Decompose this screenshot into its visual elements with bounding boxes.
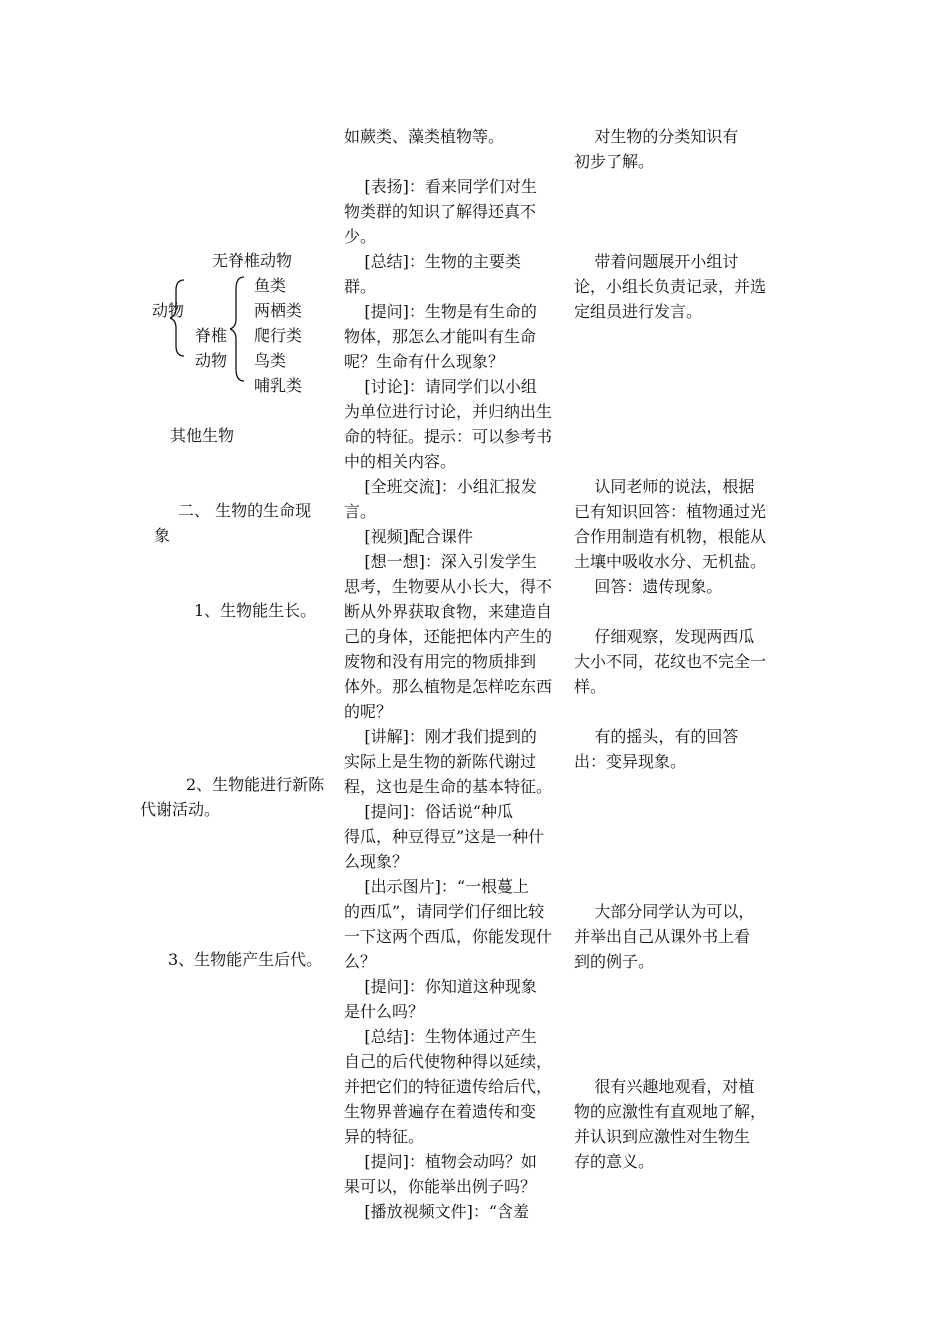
text-line: 的西瓜”，请同学们仔细比较 <box>344 902 545 921</box>
invertebrate-label: 无脊椎动物 <box>212 251 293 270</box>
text-line: 群。 <box>344 277 377 296</box>
text-line: 命的特征。提示：可以参考书 <box>344 427 553 446</box>
class-item-amphibian: 两栖类 <box>254 301 303 320</box>
item-2-metabolism-line1: 2、生物能进行新陈 <box>186 775 325 794</box>
text-line: 带着问题展开小组讨 <box>574 252 739 271</box>
text-line: 么？ <box>344 952 377 971</box>
text-line: 物类群的知识了解得还真不 <box>344 202 537 221</box>
text-line: [表扬]：看来同学们对生 <box>344 177 537 196</box>
text-line: [提问]：植物会动吗？如 <box>344 1152 537 1171</box>
text-line: 断从外界获取食物，来建造自 <box>344 602 553 621</box>
class-item-reptile: 爬行类 <box>254 326 303 345</box>
class-item-mammal: 哺乳类 <box>254 376 303 395</box>
section-2-heading-line2: 象 <box>154 526 171 545</box>
text-line: 定组员进行发言。 <box>574 302 703 321</box>
text-line: 并认识到应激性对生物生 <box>574 1127 751 1146</box>
text-line: [总结]：生物的主要类 <box>344 252 521 271</box>
class-item-bird: 鸟类 <box>254 351 287 370</box>
text-line: 认同老师的说法，根据 <box>574 477 755 496</box>
text-line: 已有知识回答：植物通过光 <box>574 502 767 521</box>
text-line: 并举出自己从课外书上看 <box>574 927 751 946</box>
text-line: 大部分同学认为可以， <box>574 902 755 921</box>
text-line <box>574 699 784 724</box>
text-line: 废物和没有用完的物质排到 <box>344 652 537 671</box>
text-line <box>574 174 784 199</box>
animal-label: 动物 <box>152 301 185 320</box>
text-line <box>574 599 784 624</box>
text-line: 一下这两个西瓜，你能发现什 <box>344 927 553 946</box>
text-line: 物的应激性有直观地了解， <box>574 1102 767 1121</box>
text-line: 思考，生物要从小长大，得不 <box>344 577 553 596</box>
text-line: 异的特征。 <box>344 1127 425 1146</box>
animal-brace <box>170 278 186 358</box>
text-line <box>574 224 784 249</box>
text-line <box>574 399 784 424</box>
text-line: [全班交流]：小组汇报发 <box>344 477 537 496</box>
item-3-reproduction: 3、生物能产生后代。 <box>168 950 323 969</box>
other-organisms-label: 其他生物 <box>170 426 235 445</box>
text-line <box>574 799 784 824</box>
text-line <box>574 199 784 224</box>
text-line <box>574 324 784 349</box>
text-line: 么现象？ <box>344 852 409 871</box>
text-line <box>574 424 784 449</box>
text-line: 生物界普遍存在着遗传和变 <box>344 1102 537 1121</box>
text-line: [讲解]：刚才我们提到的 <box>344 727 537 746</box>
text-line <box>574 849 784 874</box>
text-line: [播放视频文件]：“含羞 <box>344 1202 530 1221</box>
text-line: [讨论]：请同学们以小组 <box>344 377 537 396</box>
section-2-heading-line1: 二、 生物的生命现 <box>178 501 312 520</box>
text-line: 程，这也是生命的基本特征。 <box>344 777 553 796</box>
text-line: 仔细观察，发现两西瓜 <box>574 627 755 646</box>
vertebrate-brace <box>230 275 246 383</box>
text-line <box>574 1024 784 1049</box>
student-activity-column <box>574 124 784 1174</box>
text-line: 体外。那么植物是怎样吃东西 <box>344 677 553 696</box>
text-line: 土壤中吸收水分、无机盐。 <box>574 552 767 571</box>
text-line: [提问]：俗话说“种瓜 <box>344 802 514 821</box>
text-line <box>574 974 784 999</box>
text-line: 为单位进行讨论，并归纳出生 <box>344 402 553 421</box>
text-line: 物体，那怎么才能叫有生命 <box>344 327 537 346</box>
text-line <box>574 449 784 474</box>
text-line: 对生物的分类知识有 <box>574 127 739 146</box>
text-line: 回答：遗传现象。 <box>574 577 723 596</box>
text-line <box>574 774 784 799</box>
text-line <box>574 374 784 399</box>
text-line: 得瓜，种豆得豆”这是一种什 <box>344 827 545 846</box>
text-line <box>574 349 784 374</box>
text-line: 到的例子。 <box>574 952 655 971</box>
vertebrate-label-1: 脊椎 <box>195 326 228 345</box>
text-line <box>574 824 784 849</box>
vertebrate-label-2: 动物 <box>195 351 228 370</box>
text-line: 的呢？ <box>344 702 393 721</box>
text-line: 并把它们的特征遗传给后代， <box>344 1077 553 1096</box>
text-line: 呢？生命有什么现象？ <box>344 352 505 371</box>
text-line: 是什么吗？ <box>344 1002 425 1021</box>
text-line: [总结]：生物体通过产生 <box>344 1027 537 1046</box>
class-item-fish: 鱼类 <box>254 276 287 295</box>
text-line: [视频]配合课件 <box>344 527 473 546</box>
text-line: [出示图片]：“一根蔓上 <box>344 877 530 896</box>
item-1-growth: 1、生物能生长。 <box>194 601 317 620</box>
text-line: 己的身体，还能把体内产生的 <box>344 627 553 646</box>
text-line: 果可以，你能举出例子吗？ <box>344 1177 537 1196</box>
text-line <box>344 149 564 174</box>
text-line: 实际上是生物的新陈代谢过 <box>344 752 537 771</box>
text-line: 初步了解。 <box>574 152 655 171</box>
teacher-activity-column <box>344 124 564 1224</box>
text-line: 大小不同，花纹也不完全一 <box>574 652 767 671</box>
text-line <box>574 874 784 899</box>
text-line: 自己的后代使物种得以延续， <box>344 1052 553 1071</box>
text-line: 存的意义。 <box>574 1152 655 1171</box>
text-line: 出：变异现象。 <box>574 752 687 771</box>
text-line: 中的相关内容。 <box>344 452 457 471</box>
text-line <box>574 1049 784 1074</box>
text-line: 样。 <box>574 677 607 696</box>
text-line: 合作用制造有机物，根能从 <box>574 527 767 546</box>
text-line: 如蕨类、藻类植物等。 <box>344 127 505 146</box>
item-2-metabolism-line2: 代谢活动。 <box>140 800 221 819</box>
text-line: 论，小组长负责记录，并选 <box>574 277 767 296</box>
text-line: 少。 <box>344 227 377 246</box>
text-line: 言。 <box>344 502 377 521</box>
text-line: [想一想]：深入引发学生 <box>344 552 537 571</box>
text-line <box>574 999 784 1024</box>
text-line: [提问]：生物是有生命的 <box>344 302 537 321</box>
text-line: 很有兴趣地观看，对植 <box>574 1077 755 1096</box>
text-line: [提问]：你知道这种现象 <box>344 977 537 996</box>
text-line: 有的摇头，有的回答 <box>574 727 739 746</box>
